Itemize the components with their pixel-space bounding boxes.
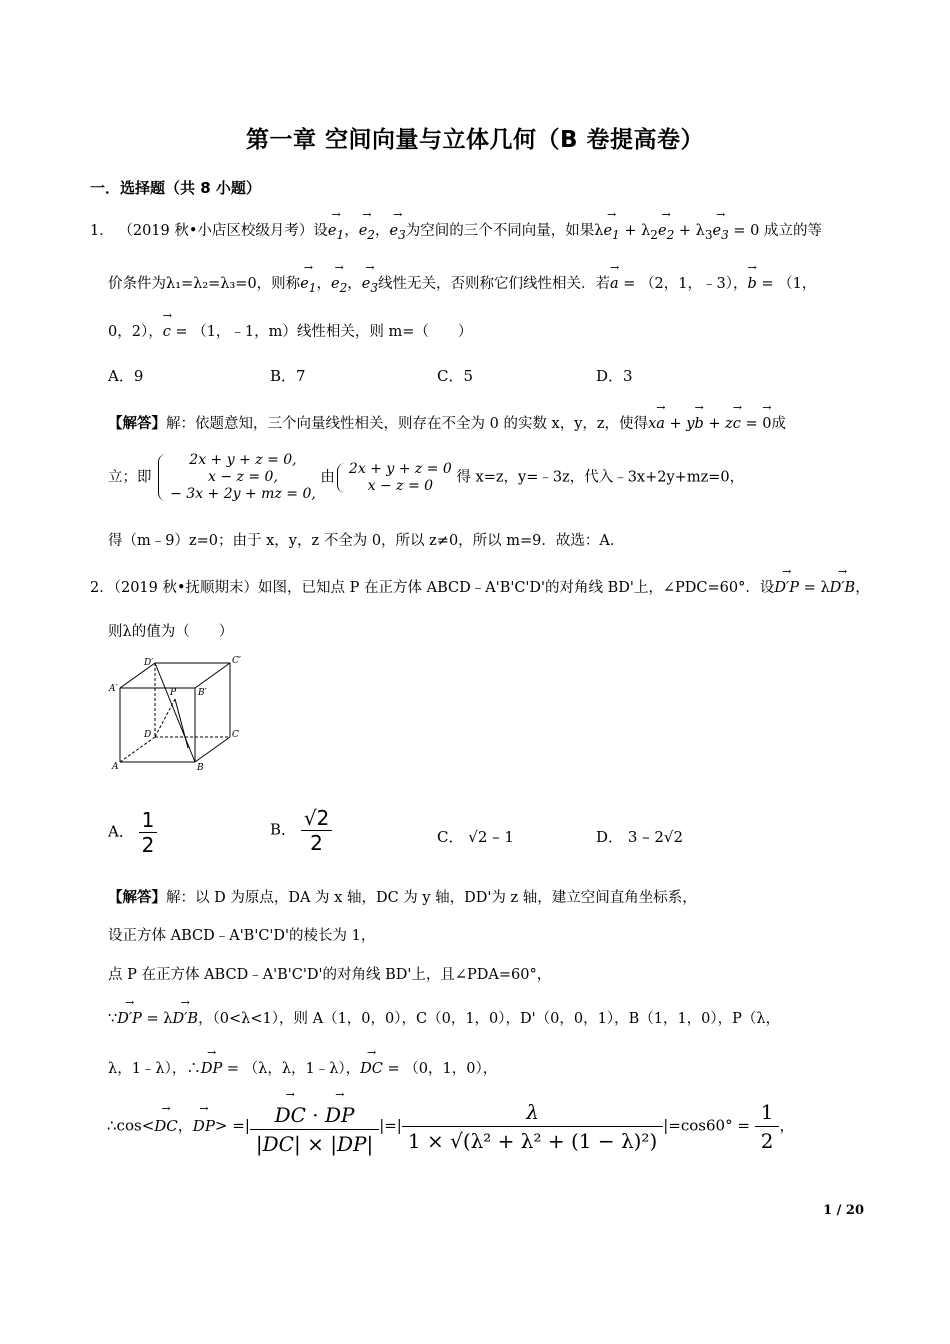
q1-text: 为空间的三个不同向量，如果λ <box>405 223 604 239</box>
equation: − 3x + 2y + mz = 0, <box>170 486 316 502</box>
vec-dp: → DP <box>201 1055 222 1077</box>
q1-source: （2019 秋•小店区校级月考） <box>118 223 314 239</box>
vec-b: → b <box>694 410 703 432</box>
q2-line-2: 则λ的值为（ ） <box>108 624 234 640</box>
solution-text: 成 <box>771 416 787 432</box>
q1-solution-line-1: 【解答】解：依题意知，三个向量线性相关，则存在不全为 0 的实数 x，y，z，使得x→ a + y→ b + z→ c = → 0成 <box>108 410 786 433</box>
option-value: 3 – 2√2 <box>627 828 684 846</box>
q2-line-1: 2．（2019 秋•抚顺期末）如图，已知点 P 在正方体 ABCD﹣A'B'C'D'的对角线 BD'上，∠PDC=60°．设→ D′P = λ→ D′B， <box>90 574 870 597</box>
vec-e1: → $e_1$ <box>300 270 316 295</box>
q2-solution-line-5: λ，1﹣λ），∴→ DP = （λ，λ，1﹣λ），→ DC = （0，1，0）， <box>108 1055 497 1078</box>
solution-text: 解：以 D 为原点，DA 为 x 轴，DC 为 y 轴，DD'为 z 轴，建立空间直角坐标系， <box>166 890 697 906</box>
page-title: 第一章 空间向量与立体几何（B 卷提高卷） <box>245 127 705 153</box>
vec-dc: → DC <box>360 1055 383 1077</box>
option-label: A． <box>108 822 134 841</box>
label-a: A <box>112 762 119 772</box>
fraction-dot-product: → $\frac{DC \cdot \to DP}{|DC| \times |DP|}$ <box>250 1095 379 1158</box>
option-label: D． <box>596 828 624 846</box>
vec-e1: → $e_1$ <box>603 217 619 242</box>
q2-solution-line-2: 设正方体 ABCD﹣A'B'C'D'的棱长为 1， <box>108 928 376 944</box>
vec-dp: → DP <box>193 1111 215 1135</box>
solution-text: 解：依题意知，三个向量线性相关，则存在不全为 0 的实数 x，y，z，使得 <box>166 416 649 432</box>
page-number: 1 / 20 <box>823 1203 864 1218</box>
edge <box>195 737 230 762</box>
equation: x − z = 0 <box>367 477 434 494</box>
cos-label: ∴cos <box>107 1116 142 1135</box>
q2-option-a[interactable] <box>108 808 157 857</box>
cube-figure <box>108 655 248 775</box>
q2-solution-line-1 <box>108 886 697 907</box>
vec-e2: → $e_2$ <box>331 270 347 295</box>
diagonal <box>155 663 195 762</box>
q1-text: （1，﹣1，m）线性相关，则 m=（ ） <box>192 324 473 340</box>
q1-number: 1． <box>90 223 114 239</box>
vec-c: → c <box>733 410 741 432</box>
q1-solution-line-2 <box>108 452 744 503</box>
fraction-half: $\frac{1}{2}$ <box>755 1098 780 1155</box>
equation: 2x + y + z = 0, <box>189 452 297 468</box>
q1-text: 价条件为λ₁=λ₂=λ₃=0，则称 <box>108 276 301 292</box>
section-heading: 一．选择题（共 8 小题） <box>90 179 261 197</box>
label-p: P <box>170 688 177 698</box>
segment-dp <box>155 699 175 737</box>
q1-line-3: 0，2），→ c = （1，﹣1，m）线性相关，则 m=（ ） <box>108 318 472 341</box>
fraction-lambda: $\frac{\lambda}{\text{1 × √(λ² + λ² + (1 − λ)²)}}$ <box>402 1098 663 1155</box>
label-d-prime: D′ <box>144 658 154 668</box>
option-value: √2 – 1 <box>468 828 514 846</box>
solution-text: 立；即 <box>108 469 152 486</box>
vec-c: → c <box>163 318 171 340</box>
vec-db: → D′B <box>172 1005 198 1027</box>
fraction: $\frac{1}{2}$ <box>139 808 158 857</box>
q1-option-a[interactable]: A．9 <box>108 367 144 385</box>
q1-text: （1， <box>778 276 817 292</box>
q1-option-b[interactable]: B．7 <box>270 367 306 385</box>
q2-option-b[interactable] <box>270 806 332 855</box>
solution-label: 【解答】 <box>108 889 166 906</box>
vec-e3: → $e_3$ <box>362 270 378 295</box>
label-c: C <box>232 730 239 740</box>
q1-option-c[interactable]: C．5 <box>437 367 474 385</box>
vec-e2: → $e_2$ <box>658 217 674 242</box>
q1-text: （2，1，﹣3）， <box>640 276 748 292</box>
vec-e3: → $e_3$ <box>389 217 405 242</box>
solution-text: （0，1，0）， <box>404 1061 498 1077</box>
segment-pc <box>175 699 188 748</box>
q1-text: 0，2）， <box>108 324 163 340</box>
option-label: C． <box>437 828 464 846</box>
q1-solution-line-3: 得（m﹣9）z=0；由于 x，y，z 不全为 0，所以 z≠0，所以 m=9．故选：A． <box>108 533 625 549</box>
q1-option-d[interactable]: D．3 <box>596 367 633 385</box>
vec-db: → D′B <box>830 574 856 596</box>
vec-zero: → 0 <box>762 410 771 432</box>
cos60: cos60° = <box>680 1116 755 1135</box>
q1-line-1: 1． （2019 秋•小店区校级月考）设→ $e_1$，→ $e_2$，→ $e_3$为空间的三个不同向量，如果$\lambda\to e_1 + \lambda_2\to e_2 + \lambda_3\to e_3 = 0$ 成立的等 <box>90 217 822 242</box>
q2-option-c[interactable] <box>437 826 514 847</box>
vec-e1: → $e_1$ <box>328 217 344 242</box>
q1-text: = 0 成立的等 <box>728 223 822 239</box>
q2-text: 2．（2019 秋•抚顺期末）如图，已知点 P 在正方体 ABCD﹣A'B'C'D'的对角线 BD'上，∠PDC=60°．设 <box>90 580 775 596</box>
equation: x − z = 0, <box>208 469 278 485</box>
q1-text: 设 <box>313 223 328 239</box>
q1-line-2: 价条件为λ₁=λ₂=λ₃=0，则称→ $e_1$，→ $e_2$，→ $e_3$线性无关，否则称它们线性相关．若→ a = （2，1，﹣3），→ b = （1， <box>108 270 816 295</box>
solution-text: ，（0<λ<1），则 A（1，0，0），C（0，1，0），D'（0，0，1），B（1，1，0），P（λ， <box>198 1011 781 1027</box>
label-d: D <box>144 730 152 740</box>
solution-text: 得 x=z，y=﹣3z，代入﹣3x+2y+mz=0， <box>456 469 745 486</box>
fraction: $\frac{√2}{2}$ <box>301 806 332 855</box>
q2-solution-line-4: ∵→ D′P = λ→ D′B，（0<λ<1），则 A（1，0，0），C（0，1，0），D'（0，0，1），B（1，1，0），P（λ， <box>108 1005 780 1028</box>
edge <box>195 663 230 688</box>
equation-system-1 <box>156 452 316 503</box>
vec-e2: → $e_2$ <box>359 217 375 242</box>
vec-a: → a <box>656 410 665 432</box>
solution-text: λ，1﹣λ），∴ <box>108 1061 201 1077</box>
vec-b: → b <box>748 270 757 292</box>
equation: 2x + y + z = 0 <box>348 460 452 477</box>
label-c-prime: C′ <box>232 656 241 666</box>
solution-text: （λ，λ，1﹣λ）， <box>243 1061 361 1077</box>
label-a-prime: A′ <box>109 684 118 694</box>
label-b-prime: B′ <box>198 688 207 698</box>
solution-label: 【解答】 <box>108 415 166 432</box>
vec-dc: → DC <box>154 1111 178 1135</box>
solution-text: 由 <box>320 469 335 486</box>
equation-system-2 <box>335 461 452 495</box>
hidden-edge <box>120 737 155 762</box>
q2-option-d[interactable] <box>596 826 683 847</box>
vec-dp: → D′P <box>117 1005 142 1027</box>
q1-text: 线性无关，否则称它们线性相关．若 <box>378 276 611 292</box>
cosine-equation: ∴cos<→ DC，→ DP> =| → $\frac{DC \cdot \to DP}{|DC| \times |DP|}$ |=| $\frac{\lambda}{\text{1 × √(λ² + λ² + (1 − λ)²)}}$ |=cos60° = $\frac{1}{2}$ ， <box>107 1095 794 1158</box>
label-b: B <box>197 763 204 773</box>
vec-e3: → $e_3$ <box>713 217 729 242</box>
q2-solution-line-3: 点 P 在正方体 ABCD﹣A'B'C'D'的对角线 BD'上，且∠PDA=60°， <box>108 967 552 983</box>
vec-a: → a <box>610 270 619 292</box>
option-label: B． <box>270 820 297 839</box>
vec-dp: → D′P <box>774 574 799 596</box>
